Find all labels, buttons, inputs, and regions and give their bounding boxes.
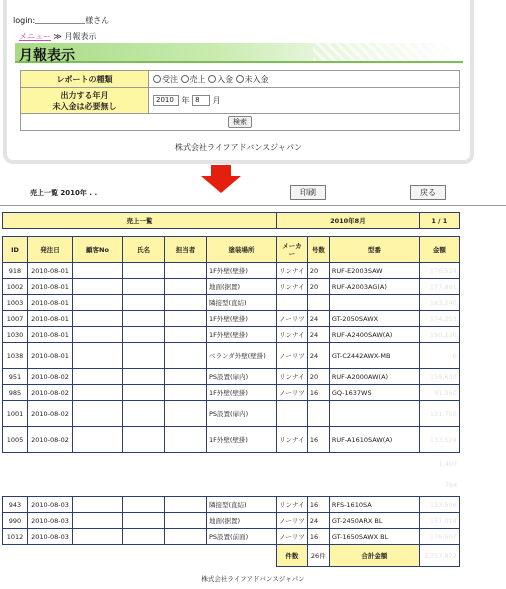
table-row xyxy=(3,279,460,295)
row-amount: 0 xyxy=(419,343,459,369)
row-id: 1002 xyxy=(3,279,28,295)
row-amount: 131,750 xyxy=(419,401,459,427)
gap-row xyxy=(3,475,460,497)
row-name xyxy=(123,401,165,427)
table-row xyxy=(3,401,460,427)
login-suffix: 様さん xyxy=(85,16,110,25)
row-model: GT-1650SAWX BL xyxy=(329,529,419,545)
row-place: 1F外壁(壁掛) xyxy=(207,327,277,343)
breadcrumb-menu-link[interactable]: メニュー xyxy=(19,32,51,41)
row-amount: 157,014 xyxy=(419,513,459,529)
row-date: 2010-08-03 xyxy=(28,513,73,529)
row-amount: 174,253 xyxy=(419,311,459,327)
table-row xyxy=(3,513,460,529)
row-place: 1F外壁(壁掛) xyxy=(207,263,277,279)
row-customer xyxy=(73,327,123,343)
row-amount: 190,220 xyxy=(419,327,459,343)
table-footer xyxy=(3,545,460,567)
table-page: 1 / 1 xyxy=(419,213,459,229)
rows-top xyxy=(3,263,460,453)
back-button[interactable]: 戻る xyxy=(410,185,446,200)
row-size: 20 xyxy=(307,279,329,295)
row-id: 985 xyxy=(3,385,28,401)
row-customer xyxy=(73,427,123,453)
row-model: RUF-E2003SAW xyxy=(329,263,419,279)
row-model: RUF-A1610SAW(A) xyxy=(329,427,419,453)
row-size: 24 xyxy=(307,311,329,327)
row-place: 1F外壁(壁掛) xyxy=(207,385,277,401)
col-maker: メーカー xyxy=(277,237,308,263)
col-id: ID xyxy=(3,237,28,263)
row-size: 16 xyxy=(307,529,329,545)
row-amount: 91,350 xyxy=(419,385,459,401)
col-staff: 担当者 xyxy=(165,237,207,263)
row-id: 1007 xyxy=(3,311,28,327)
row-place: 1F外壁(壁掛) xyxy=(207,427,277,453)
row-date: 2010-08-01 xyxy=(28,279,73,295)
row-name xyxy=(123,427,165,453)
table-row xyxy=(3,529,460,545)
login-name-box xyxy=(35,16,85,24)
table-row xyxy=(3,385,460,401)
row-maker: ノーリツ xyxy=(277,343,308,369)
row-date: 2010-08-02 xyxy=(28,427,73,453)
row-staff xyxy=(165,513,207,529)
row-customer xyxy=(73,343,123,369)
row-customer xyxy=(73,369,123,385)
row-name xyxy=(123,343,165,369)
row-maker: リンナイ xyxy=(277,263,308,279)
row-staff xyxy=(165,401,207,427)
radio-unpaid-label: 未入金 xyxy=(244,74,269,84)
login-info xyxy=(13,15,109,26)
rows-bottom xyxy=(3,497,460,545)
row-id: 1003 xyxy=(3,295,28,311)
table-row xyxy=(3,263,460,279)
col-name: 氏名 xyxy=(123,237,165,263)
row-model: GT-2050SAWX xyxy=(329,311,419,327)
row-id: 990 xyxy=(3,513,28,529)
period-label xyxy=(21,88,149,114)
row-date: 2010-08-03 xyxy=(28,497,73,513)
col-model: 型番 xyxy=(329,237,419,263)
row-name xyxy=(123,529,165,545)
row-staff xyxy=(165,327,207,343)
row-model: RUF-A2400SAW(A) xyxy=(329,327,419,343)
report-type-options xyxy=(149,71,460,88)
row-size: 24 xyxy=(307,327,329,343)
count-label: 件数 xyxy=(277,545,308,567)
row-model xyxy=(329,401,419,427)
row-model xyxy=(329,295,419,311)
row-staff xyxy=(165,529,207,545)
row-customer xyxy=(73,401,123,427)
row-model: GT-2450ARX BL xyxy=(329,513,419,529)
row-maker: ノーリツ xyxy=(277,513,308,529)
row-customer xyxy=(73,263,123,279)
radio-icon xyxy=(181,75,189,83)
row-amount: 133,506 xyxy=(419,497,459,513)
row-customer xyxy=(73,279,123,295)
col-customer: 顧客No xyxy=(73,237,123,263)
row-maker: ノーリツ xyxy=(277,529,308,545)
row-amount: 177,891 xyxy=(419,279,459,295)
radio-unpaid[interactable] xyxy=(236,75,269,84)
month-unit: 月 xyxy=(212,96,221,105)
sales-table xyxy=(2,212,460,567)
gap-amount: 1,407 xyxy=(438,459,458,468)
row-size: 24 xyxy=(307,513,329,529)
row-date: 2010-08-03 xyxy=(28,529,73,545)
row-date: 2010-08-01 xyxy=(28,327,73,343)
radio-sales[interactable] xyxy=(181,75,206,84)
row-staff xyxy=(165,427,207,453)
row-amount: 176,507 xyxy=(419,529,459,545)
title-pattern xyxy=(313,43,463,61)
login-label: login: xyxy=(13,16,36,25)
radio-icon xyxy=(236,75,244,83)
count-value: 26件 xyxy=(307,545,329,567)
row-size xyxy=(307,401,329,427)
gap-cell xyxy=(3,475,420,497)
row-maker: リンナイ xyxy=(277,279,308,295)
row-customer xyxy=(73,513,123,529)
row-id: 1038 xyxy=(3,343,28,369)
row-staff xyxy=(165,279,207,295)
row-size: 16 xyxy=(307,427,329,453)
print-button[interactable]: 印刷 xyxy=(290,185,326,200)
table-row xyxy=(3,295,460,311)
row-maker xyxy=(277,401,308,427)
row-maker: ノーリツ xyxy=(277,311,308,327)
table-period: 2010年8月 xyxy=(277,213,420,229)
row-name xyxy=(123,369,165,385)
row-customer xyxy=(73,385,123,401)
table-row xyxy=(3,343,460,369)
row-customer xyxy=(73,497,123,513)
row-amount: 133,524 xyxy=(419,427,459,453)
row-staff xyxy=(165,385,207,401)
row-name xyxy=(123,311,165,327)
search-button[interactable]: 検索 xyxy=(228,116,252,128)
table-row xyxy=(3,311,460,327)
row-date: 2010-08-01 xyxy=(28,295,73,311)
row-maker: ノーリツ xyxy=(277,385,308,401)
row-maker: リンナイ xyxy=(277,327,308,343)
row-date: 2010-08-02 xyxy=(28,385,73,401)
row-maker xyxy=(277,295,308,311)
table-row xyxy=(3,427,460,453)
breadcrumb-separator: ≫ xyxy=(53,32,62,41)
row-amount: 159,630 xyxy=(419,369,459,385)
year-input[interactable]: 2010 xyxy=(153,95,179,106)
row-date: 2010-08-02 xyxy=(28,369,73,385)
year-unit: 年 xyxy=(181,96,190,105)
search-panel xyxy=(7,0,470,160)
row-customer xyxy=(73,295,123,311)
row-id: 1001 xyxy=(3,401,28,427)
period-inputs xyxy=(149,88,460,114)
radio-order[interactable] xyxy=(153,75,178,84)
gap-amount: 764 xyxy=(444,481,458,490)
row-maker: リンナイ xyxy=(277,369,308,385)
row-customer xyxy=(73,311,123,327)
row-name xyxy=(123,295,165,311)
title-bar xyxy=(15,43,463,63)
row-place: 1F外壁(壁掛) xyxy=(207,311,277,327)
table-row xyxy=(3,497,460,513)
table-spacer xyxy=(3,229,460,237)
row-date: 2010-08-01 xyxy=(28,343,73,369)
row-model: GT-C2442AWX-MB xyxy=(329,343,419,369)
row-date: 2010-08-01 xyxy=(28,311,73,327)
row-staff xyxy=(165,295,207,311)
row-id: 1005 xyxy=(3,427,28,453)
search-button-cell xyxy=(21,114,460,131)
row-model: RFS-1610SA xyxy=(329,497,419,513)
col-size: 号数 xyxy=(307,237,329,263)
row-name xyxy=(123,513,165,529)
breadcrumb xyxy=(19,31,96,42)
row-customer xyxy=(73,529,123,545)
down-arrow-icon xyxy=(201,165,241,193)
gap-cell xyxy=(3,453,420,475)
radio-icon xyxy=(208,75,216,83)
row-name xyxy=(123,279,165,295)
row-model: RUF-A2000AW(A) xyxy=(329,369,419,385)
row-model: GQ-1637WS xyxy=(329,385,419,401)
radio-icon xyxy=(153,75,161,83)
row-place: PS設置(扉内) xyxy=(207,369,277,385)
row-place: ベランダ外壁(壁掛) xyxy=(207,343,277,369)
report-heading: 売上一覧 2010年 . . xyxy=(30,189,98,197)
row-place: 地面(据置) xyxy=(207,279,277,295)
row-place: PS設置(前面) xyxy=(207,529,277,545)
row-date: 2010-08-01 xyxy=(28,263,73,279)
row-staff xyxy=(165,311,207,327)
row-size: 16 xyxy=(307,497,329,513)
row-id: 1030 xyxy=(3,327,28,343)
row-staff xyxy=(165,497,207,513)
row-date: 2010-08-02 xyxy=(28,401,73,427)
radio-order-label: 受注 xyxy=(162,74,178,84)
row-amount: 176,524 xyxy=(419,263,459,279)
row-staff xyxy=(165,263,207,279)
col-place: 塗装場所 xyxy=(207,237,277,263)
gap-row xyxy=(3,453,460,475)
radio-payment[interactable] xyxy=(208,75,233,84)
table-title: 売上一覧 xyxy=(3,213,277,229)
row-amount: 183,240 xyxy=(419,295,459,311)
radio-sales-label: 売上 xyxy=(189,74,206,84)
company-name-footer: 株式会社ライフアドバンスジャパン xyxy=(201,575,305,583)
row-id: 951 xyxy=(3,369,28,385)
row-size: 20 xyxy=(307,369,329,385)
row-name xyxy=(123,385,165,401)
radio-payment-label: 入金 xyxy=(217,74,234,84)
row-staff xyxy=(165,369,207,385)
row-place: 隣接型(直結) xyxy=(207,295,277,311)
row-id: 943 xyxy=(3,497,28,513)
row-size: 16 xyxy=(307,385,329,401)
total-value: 3,357,872 xyxy=(419,545,459,567)
col-amount: 金額 xyxy=(419,237,459,263)
col-date: 発注日 xyxy=(28,237,73,263)
row-id: 918 xyxy=(3,263,28,279)
period-label-line1: 出力する年月 xyxy=(60,90,109,100)
row-place: 隣接型(直結) xyxy=(207,497,277,513)
company-name: 株式会社ライフアドバンスジャパン xyxy=(175,143,302,152)
row-maker: リンナイ xyxy=(277,497,308,513)
report-type-label: レポートの種類 xyxy=(21,71,149,88)
month-input[interactable]: 8 xyxy=(192,95,210,106)
row-id: 1012 xyxy=(3,529,28,545)
row-size: 20 xyxy=(307,263,329,279)
total-label: 合計金額 xyxy=(329,545,419,567)
divider xyxy=(0,205,506,206)
breadcrumb-current: 月報表示 xyxy=(64,32,97,41)
rows-gap xyxy=(3,453,460,497)
row-model: RUF-A2003AG(A) xyxy=(329,279,419,295)
row-place: PS設置(扉内) xyxy=(207,401,277,427)
table-row xyxy=(3,327,460,343)
row-size xyxy=(307,295,329,311)
row-size: 24 xyxy=(307,343,329,369)
spacer-cell xyxy=(3,229,460,237)
search-form xyxy=(20,70,460,131)
row-staff xyxy=(165,343,207,369)
period-label-line2: 未入金は必要無し xyxy=(52,101,117,111)
table-row xyxy=(3,369,460,385)
row-name xyxy=(123,263,165,279)
row-maker: リンナイ xyxy=(277,427,308,453)
row-name xyxy=(123,497,165,513)
row-place: 地面(据置) xyxy=(207,513,277,529)
table-title-row xyxy=(3,213,460,229)
page-title: 月報表示 xyxy=(19,48,75,64)
footer-blank xyxy=(3,545,277,567)
table-header xyxy=(3,237,460,263)
row-name xyxy=(123,327,165,343)
